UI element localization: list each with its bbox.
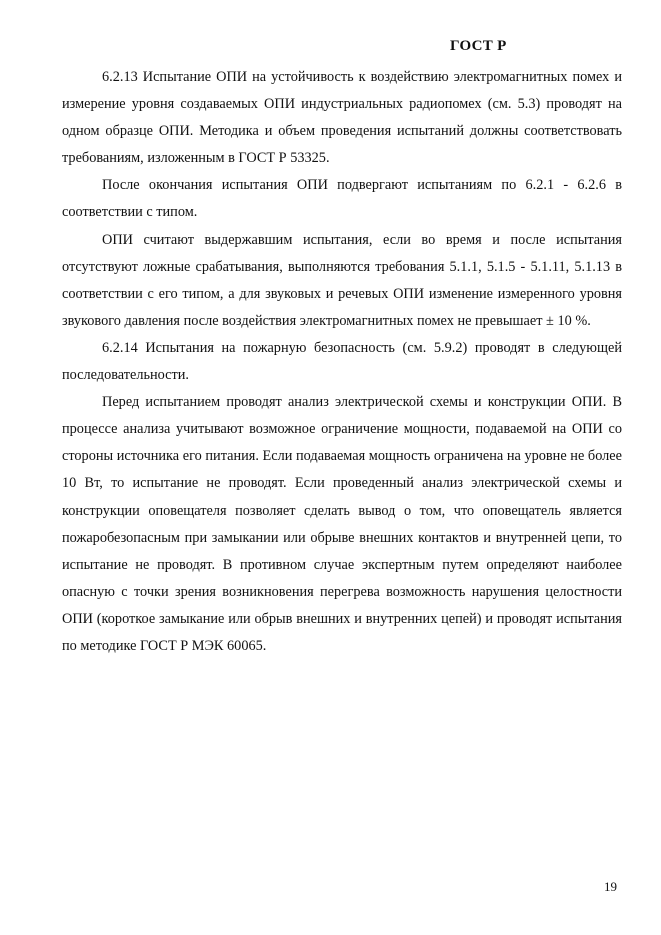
page-number: 19	[604, 879, 617, 894]
document-code-header: ГОСТ Р	[450, 38, 507, 54]
paragraph-analysis: Перед испытанием проводят анализ электрической схемы и конструкции ОПИ. В процессе анализа учитывают возможное ограничение мощности, подаваемой на ОПИ со стороны источника его питания. Если подаваемая мощность ограничена на уровне не более 10 Вт, то испытание не проводят. Если проведенный анализ электрической схемы и конструкции оповещателя позволяет сделать вывод о том, что оповещатель является пожаробезопасным при замыкании или обрыве внешних контактов и внутренней цепи, то испытание не проводят. В противном случае экспертным путем определяют наиболее опасную с точки зрения возникновения перегрева возможность нарушения целостности ОПИ (короткое замыкание или обрыв внешних и внутренних цепей) и проводят испытания по методике ГОСТ Р МЭК 60065.	[62, 394, 622, 654]
paragraph-after-test: После окончания испытания ОПИ подвергают испытаниям по 6.2.1 - 6.2.6 в соответствии с типом.	[62, 177, 622, 221]
paragraph-6-2-13: 6.2.13 Испытание ОПИ на устойчивость к воздействию электромагнитных помех и измерение уровня создаваемых ОПИ индустриальных радиопомех (см. 5.3) проводят на одном образце ОПИ. Методика и объем проведения испытаний должны соответствовать требованиям, изложенным в ГОСТ Р 53325.	[62, 69, 622, 167]
paragraph-pass-criteria: ОПИ считают выдержавшим испытания, если во время и после испытания отсутствуют ложные срабатывания, выполняются требования 5.1.1, 5.1.5 - 5.1.11, 5.1.13 в соответствии с его типом, а для звуковых и речевых ОПИ изменение измеренного уровня звукового давления после воздействия электромагнитных помех не превышает ± 10 %.	[62, 231, 622, 329]
document-body	[62, 64, 622, 660]
paragraph-6-2-14: 6.2.14 Испытания на пожарную безопасность (см. 5.9.2) проводят в следующей последовательности.	[62, 339, 622, 384]
